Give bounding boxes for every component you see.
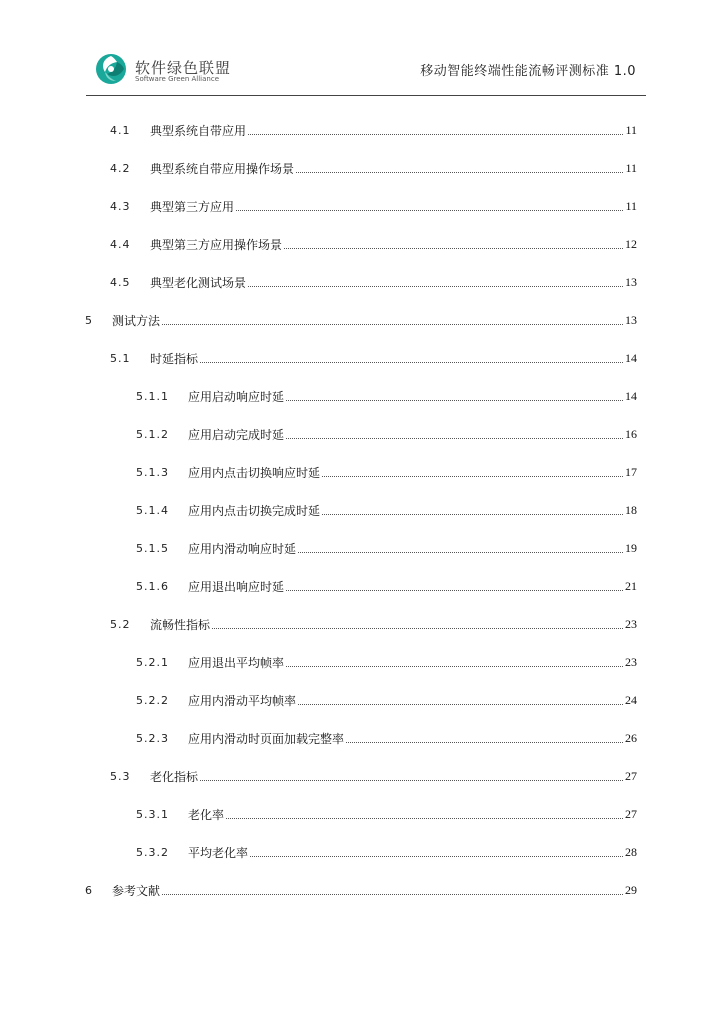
toc-entry-number: 5.3.1 xyxy=(136,807,169,821)
toc-entry-title: 参考文献 xyxy=(112,883,161,898)
toc-entry[interactable] xyxy=(110,158,637,178)
toc-entry-page: 19 xyxy=(625,540,637,555)
toc-dot-leader xyxy=(322,514,623,515)
toc-entry[interactable] xyxy=(136,500,637,520)
toc-entry-page: 28 xyxy=(625,844,637,859)
toc-entry-title: 应用内点击切换响应时延 xyxy=(188,465,321,480)
toc-entry-title: 应用内滑动响应时延 xyxy=(188,541,297,556)
toc-entry[interactable] xyxy=(136,424,637,444)
toc-dot-leader xyxy=(286,400,623,401)
toc-entry-page: 16 xyxy=(625,426,637,441)
toc-entry[interactable] xyxy=(110,348,637,368)
toc-entry-number: 5.1.5 xyxy=(136,541,169,555)
toc-entry-number: 4.5 xyxy=(110,275,131,289)
toc-entry-page: 13 xyxy=(625,312,637,327)
toc-entry-page: 12 xyxy=(625,236,637,251)
toc-entry-page: 14 xyxy=(625,388,637,403)
toc-entry[interactable] xyxy=(136,842,637,862)
toc-entry-page: 13 xyxy=(625,274,637,289)
toc-entry-title: 流畅性指标 xyxy=(150,617,211,632)
toc-entry[interactable] xyxy=(136,538,637,558)
toc-entry-title: 老化率 xyxy=(188,807,225,822)
toc-dot-leader xyxy=(212,628,623,629)
toc-entry[interactable] xyxy=(136,690,637,710)
toc-entry[interactable] xyxy=(110,234,637,254)
toc-entry[interactable] xyxy=(136,576,637,596)
toc-entry-title: 典型老化测试场景 xyxy=(150,275,247,290)
toc-dot-leader xyxy=(250,856,623,857)
toc-entry-title: 应用退出平均帧率 xyxy=(188,655,285,670)
toc-entry[interactable] xyxy=(85,880,637,900)
toc-entry-title: 应用内滑动平均帧率 xyxy=(188,693,297,708)
toc-dot-leader xyxy=(322,476,623,477)
toc-entry-title: 典型系统自带应用操作场景 xyxy=(150,161,295,176)
toc-entry[interactable] xyxy=(110,272,637,292)
toc-dot-leader xyxy=(286,590,623,591)
toc-entry[interactable] xyxy=(136,652,637,672)
toc-entry-number: 5.2.3 xyxy=(136,731,169,745)
toc-entry-page: 29 xyxy=(625,882,637,897)
toc-entry-number: 6 xyxy=(85,883,93,897)
toc-entry-page: 27 xyxy=(625,768,637,783)
toc-entry-title: 平均老化率 xyxy=(188,845,249,860)
toc-entry-title: 典型第三方应用操作场景 xyxy=(150,237,283,252)
toc-entry-page: 23 xyxy=(625,616,637,631)
brand-name-cn: 软件绿色联盟 xyxy=(135,59,232,77)
toc-entry-number: 4.1 xyxy=(110,123,131,137)
toc-entry-page: 18 xyxy=(625,502,637,517)
toc-entry-title: 测试方法 xyxy=(112,313,161,328)
toc-dot-leader xyxy=(346,742,623,743)
toc-entry-title: 典型系统自带应用 xyxy=(150,123,247,138)
toc-entry-title: 老化指标 xyxy=(150,769,199,784)
document-title: 移动智能终端性能流畅评测标准 1.0 xyxy=(420,64,636,79)
toc-entry-number: 5.1.4 xyxy=(136,503,169,517)
toc-entry-title: 应用内点击切换完成时延 xyxy=(188,503,321,518)
toc-entry-page: 17 xyxy=(625,464,637,479)
toc-entry[interactable] xyxy=(110,614,637,634)
toc-dot-leader xyxy=(296,172,623,173)
toc-dot-leader xyxy=(298,704,623,705)
toc-entry-title: 典型第三方应用 xyxy=(150,199,235,214)
toc-dot-leader xyxy=(248,134,623,135)
toc-dot-leader xyxy=(284,248,623,249)
toc-entry-page: 24 xyxy=(625,692,637,707)
toc-entry-page: 14 xyxy=(625,350,637,365)
toc-entry[interactable] xyxy=(136,386,637,406)
toc-entry[interactable] xyxy=(110,196,637,216)
toc-dot-leader xyxy=(286,666,623,667)
toc-entry-number: 5.1.1 xyxy=(136,389,169,403)
toc-entry-page: 26 xyxy=(625,730,637,745)
toc-entry-page: 11 xyxy=(625,122,637,137)
toc-entry-number: 4.2 xyxy=(110,161,131,175)
toc-dot-leader xyxy=(200,362,623,363)
toc-entry-number: 5.1 xyxy=(110,351,131,365)
toc-dot-leader xyxy=(286,438,623,439)
toc-entry[interactable] xyxy=(110,120,637,140)
toc-entry-page: 11 xyxy=(625,198,637,213)
toc-entry-page: 23 xyxy=(625,654,637,669)
toc-entry-number: 5.1.2 xyxy=(136,427,169,441)
toc-entry-number: 4.3 xyxy=(110,199,131,213)
toc-entry-number: 5.2 xyxy=(110,617,131,631)
toc-entry-number: 5.3 xyxy=(110,769,131,783)
toc-entry-number: 5.2.2 xyxy=(136,693,169,707)
toc-entry-title: 时延指标 xyxy=(150,351,199,366)
toc-entry-number: 5.1.6 xyxy=(136,579,169,593)
toc-entry[interactable] xyxy=(110,766,637,786)
toc-entry-title: 应用启动完成时延 xyxy=(188,427,285,442)
toc-entry-page: 21 xyxy=(625,578,637,593)
toc-entry-title: 应用启动响应时延 xyxy=(188,389,285,404)
toc-entry-number: 5 xyxy=(85,313,93,327)
toc-dot-leader xyxy=(162,324,623,325)
toc-entry[interactable] xyxy=(85,310,637,330)
toc-entry-number: 5.3.2 xyxy=(136,845,169,859)
toc-entry-title: 应用退出响应时延 xyxy=(188,579,285,594)
toc-entry-page: 11 xyxy=(625,160,637,175)
toc-entry[interactable] xyxy=(136,728,637,748)
toc-entry-number: 5.1.3 xyxy=(136,465,169,479)
brand-name-en: Software Green Alliance xyxy=(135,75,220,83)
toc-entry-title: 应用内滑动时页面加载完整率 xyxy=(188,731,345,746)
toc-dot-leader xyxy=(298,552,623,553)
toc-entry-number: 5.2.1 xyxy=(136,655,169,669)
toc-dot-leader xyxy=(162,894,623,895)
toc-dot-leader xyxy=(226,818,623,819)
toc-entry-number: 4.4 xyxy=(110,237,131,251)
toc-dot-leader xyxy=(248,286,623,287)
toc-entry-page: 27 xyxy=(625,806,637,821)
toc-dot-leader xyxy=(236,210,623,211)
toc-entry[interactable] xyxy=(136,804,637,824)
toc-dot-leader xyxy=(200,780,623,781)
toc-entry[interactable] xyxy=(136,462,637,482)
